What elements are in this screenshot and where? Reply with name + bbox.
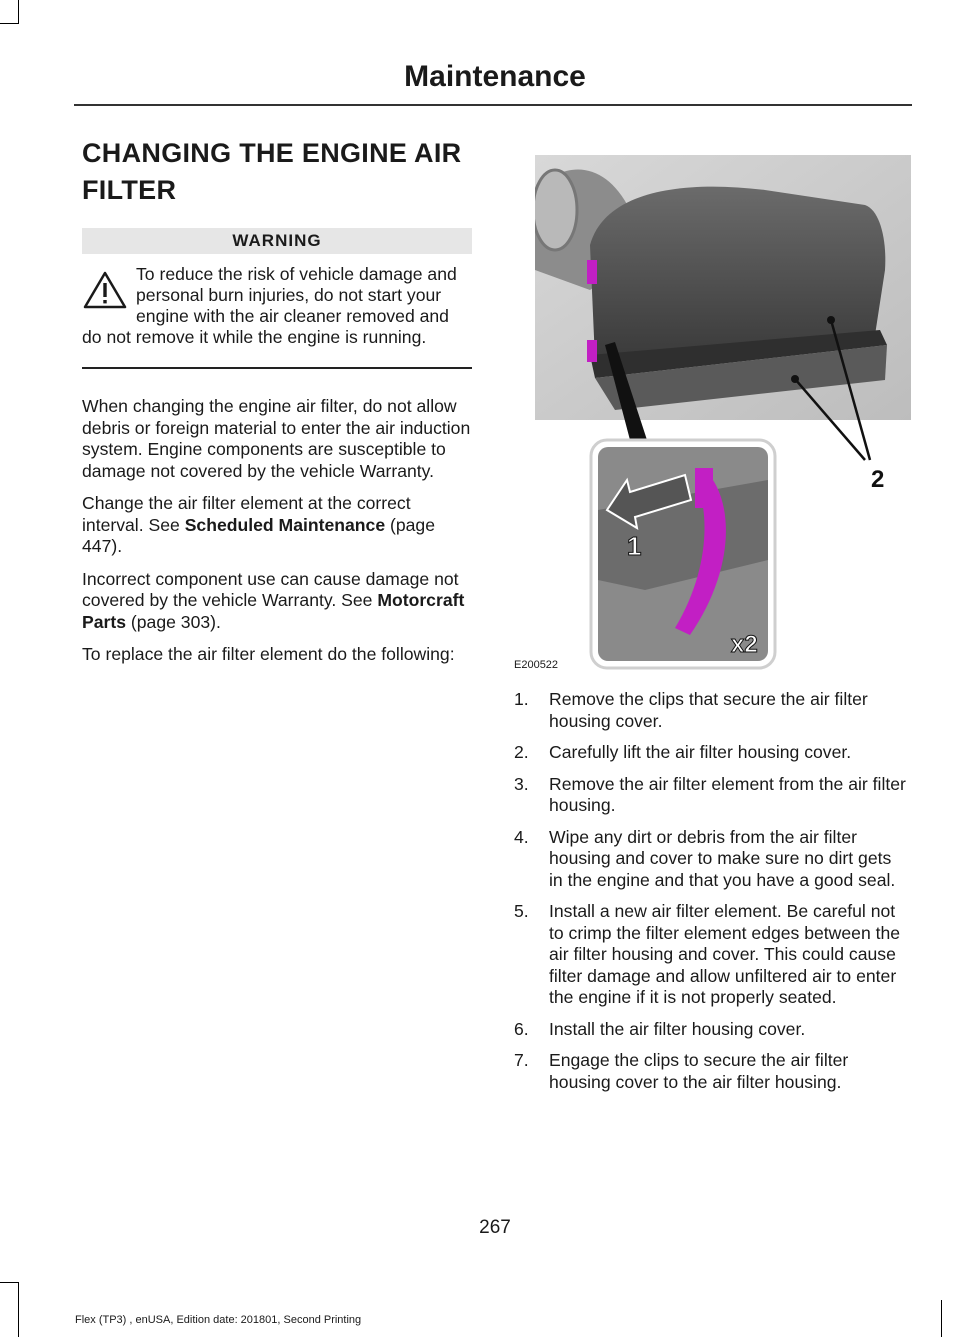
callout-1: 1 (627, 531, 642, 561)
callout-2: 2 (871, 466, 885, 493)
step-item (514, 827, 909, 892)
crop-mark (0, 23, 19, 24)
step-text: Remove the clips that secure the air filter housing cover. (549, 689, 868, 731)
text: Change the air filter element at the correct interval. See (82, 493, 411, 535)
crop-mark (941, 1300, 942, 1337)
paragraph-interval (82, 493, 474, 558)
clip-left-lower (587, 340, 597, 362)
edition-footer: Flex (TP3) , enUSA, Edition date: 201801, Second Printing (75, 1314, 362, 1326)
procedure-steps (514, 689, 909, 1103)
text: (page 303). (126, 611, 221, 632)
air-filter-illustration (535, 150, 911, 670)
warning-text: To reduce the risk of vehicle damage and personal burn injuries, do not start your engine with the air cleaner removed and do not remove it while the engine is running. (82, 264, 457, 347)
duct-clamp (535, 170, 577, 250)
step-number: 3. (514, 773, 529, 794)
warning-divider (82, 367, 472, 369)
cross-ref-scheduled-maintenance[interactable]: Scheduled Maintenance (184, 514, 386, 535)
section-heading-line2: FILTER (82, 175, 177, 205)
step-text: Wipe any dirt or debris from the air filter housing and cover to make sure no dirt gets in the engine and that you have a good seal. (549, 826, 896, 890)
step-text: Carefully lift the air filter housing cover. (549, 742, 852, 762)
paragraph-intro-steps: To replace the air filter element do the following: (82, 644, 455, 664)
crop-mark (0, 1282, 19, 1283)
step-text: Remove the air filter element from the air filter housing. (549, 773, 906, 815)
text: Incorrect component use can cause damage not covered by the vehicle Warranty. See (82, 568, 459, 610)
step-number: 6. (514, 1018, 529, 1039)
cross-ref-motorcraft-parts[interactable]: Motorcraft Parts (82, 590, 465, 632)
step-text: Install a new air filter element. Be careful not to crimp the filter element edges between the air filter housing and cover. This could cause filter damage and allow unfiltered air to enter the engine if it is not properly seated. (549, 901, 901, 1007)
step-item (514, 774, 909, 817)
step-number: 5. (514, 901, 529, 921)
step-item (514, 742, 909, 764)
step-number: 4. (514, 826, 529, 847)
step-text: Engage the clips to secure the air filter housing cover to the air filter housing. (549, 1050, 849, 1092)
step-item (514, 901, 909, 1009)
text: (page 447). (82, 514, 435, 556)
clip-tab (695, 468, 713, 508)
warning-box (82, 228, 472, 369)
section-heading-line1: CHANGING THE ENGINE AIR (82, 138, 462, 168)
step-number: 1. (514, 689, 529, 709)
step-item (514, 689, 909, 732)
warning-text-block (82, 264, 472, 348)
page-number: 267 (479, 1217, 511, 1238)
step-text: Install the air filter housing cover. (549, 1018, 806, 1039)
section-heading (82, 135, 461, 209)
warning-triangle-icon (82, 270, 128, 310)
step-item (514, 1019, 909, 1041)
page-header-title: Maintenance (404, 60, 586, 93)
clip-left-upper (587, 260, 597, 284)
crop-mark (18, 1282, 19, 1337)
body-text (82, 396, 474, 677)
step-item (514, 1050, 909, 1093)
figure-id: E200522 (514, 659, 559, 671)
step-number: 2. (514, 742, 529, 762)
step-number: 7. (514, 1050, 529, 1070)
header-rule (74, 104, 912, 106)
multiplier-label: x2 (731, 631, 758, 658)
paragraph-debris: When changing the engine air filter, do not allow debris or foreign material to enter the air induction system. Engine components are susceptible to damage not covered by the vehicle Warranty. (82, 396, 471, 481)
warning-label: WARNING (82, 228, 472, 254)
crop-mark (18, 0, 19, 24)
paragraph-component (82, 569, 474, 634)
